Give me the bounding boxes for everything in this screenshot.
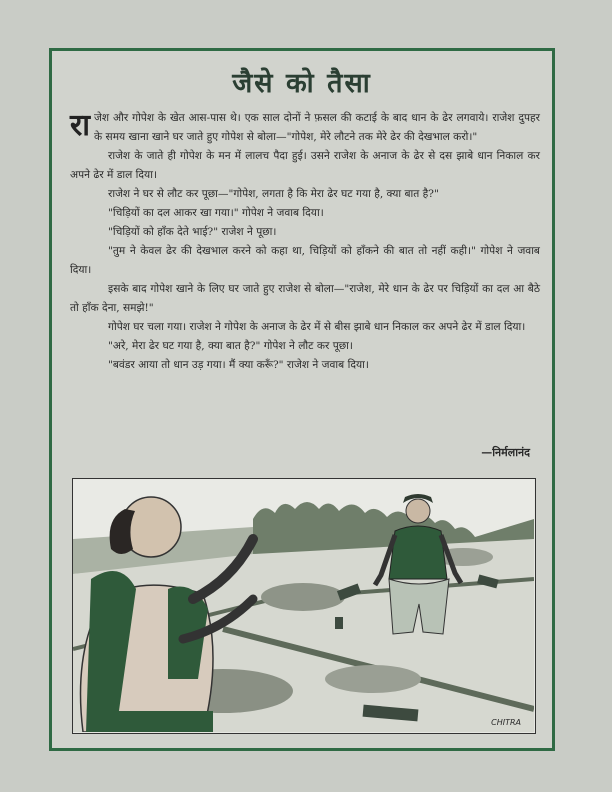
story-title: जैसे को तैसा xyxy=(232,68,372,99)
artist-signature: CHITRA xyxy=(491,718,521,727)
story-illustration xyxy=(72,478,536,734)
story-body xyxy=(70,109,540,375)
story-paragraph: इसके बाद गोपेश खाने के लिए घर जाते हुए राजेश से बोला—"राजेश, मेरे धान के ढेर पर चिड़ियों का दल आ बैठे तो हाँक देना, समझे!" xyxy=(70,283,540,314)
story-paragraph: "तुम ने केवल ढेर की देखभाल करने को कहा था, चिड़ियों को हाँकने की बात तो नहीं कही।" गोपेश ने जवाब दिया। xyxy=(70,245,540,276)
page-frame xyxy=(49,48,555,751)
author-credit: —निर्मलानंद xyxy=(481,446,530,459)
story-paragraph: "चिड़ियों को हाँक देते भाई?" राजेश ने पूछा। xyxy=(108,226,277,238)
story-paragraph: "चिड़ियों का दल आकर खा गया।" गोपेश ने जवाब दिया। xyxy=(108,207,324,219)
illustration-drawing xyxy=(73,479,534,732)
grain-heap xyxy=(261,583,345,611)
story-paragraph: राजेश के जाते ही गोपेश के मन में लालच पैदा हुई। उसने राजेश के अनाज के ढेर से दस झाबे धान निकाल कर अपने ढेर में डाल दिया। xyxy=(70,150,540,181)
dropcap: रा xyxy=(70,108,91,143)
story-paragraph: "अरे, मेरा ढेर घट गया है, क्या बात है?" गोपेश ने लौट कर पूछा। xyxy=(108,340,353,352)
story-paragraph: "बवंडर आया तो धान उड़ गया। मैं क्या करूँ?" राजेश ने जवाब दिया। xyxy=(108,359,369,371)
story-paragraph xyxy=(70,109,540,147)
paragraph-text: जेश और गोपेश के खेत आस-पास थे। एक साल दोनों ने फ़सल की कटाई के बाद धान के ढेर लगवाये। राजेश दुपहर के समय खाना खाने घर जाते हुए गोपेश से बोला—"गोपेश, मेरे लौटने तक मेरे ढेर की देखभाल करो।" xyxy=(94,112,540,143)
story-paragraph: राजेश ने घर से लौट कर पूछा—"गोपेश, लगता है कि मेरा ढेर घट गया है, क्या बात है?" xyxy=(108,188,439,200)
grain-heap xyxy=(325,665,421,693)
story-paragraph: गोपेश घर चला गया। राजेश ने गोपेश के अनाज के ढेर में से बीस झाबे धान निकाल कर अपने ढेर में डाल दिया। xyxy=(108,321,526,333)
